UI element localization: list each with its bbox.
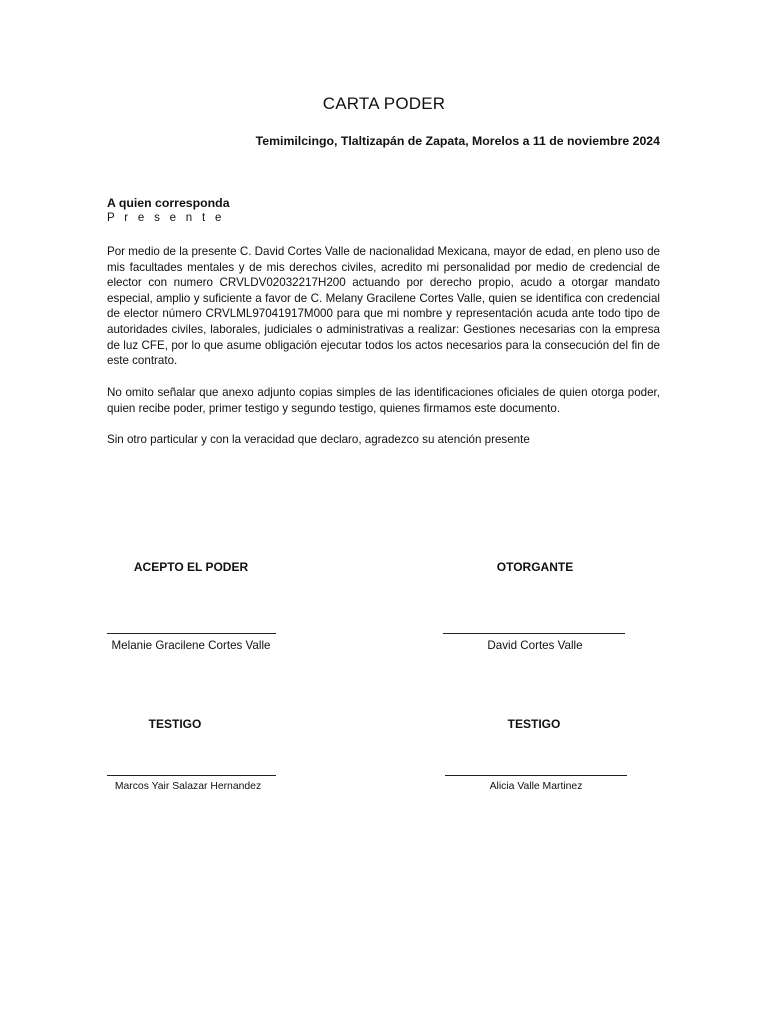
place-date: Temimilcingo, Tlaltizapán de Zapata, Morelos a 11 de noviembre 2024 (255, 134, 660, 148)
witness2-name: Alicia Valle Martinez (489, 781, 583, 792)
witness1-heading: TESTIGO (148, 717, 202, 731)
body-paragraph-attachments: No omito señalar que anexo adjunto copias simples de las identificaciones oficiales de quien otorga poder, quien recibe poder, primer testigo y segundo testigo, quienes firmamos este documento. (107, 386, 660, 415)
addressee: A quien corresponda (107, 196, 230, 210)
grantor-heading: OTORGANTE (496, 560, 574, 574)
witness1-name: Marcos Yair Salazar Hernandez (114, 781, 262, 792)
body-paragraph-closing: Sin otro particular y con la veracidad que declaro, agradezco su atención presente (107, 433, 530, 446)
witness2-heading: TESTIGO (507, 717, 561, 731)
acceptor-signature-line (107, 633, 276, 634)
acceptor-heading: ACEPTO EL PODER (133, 560, 249, 574)
grantor-signature-line (443, 633, 625, 634)
grantor-name: David Cortes Valle (487, 639, 583, 652)
greeting: P r e s e n t e (107, 212, 225, 224)
acceptor-name: Melanie Gracilene Cortes Valle (111, 639, 271, 652)
witness2-signature-line (445, 775, 627, 776)
witness1-signature-line (107, 775, 276, 776)
document-title: CARTA PODER (322, 94, 446, 113)
body-paragraph-mandate: Por medio de la presente C. David Cortes Valle de nacionalidad Mexicana, mayor de edad, en pleno uso de mis facultades mentales y de mis derechos civiles, acredito mi personalidad por medio de credencial de elector con numero CRVLDV02032217H200 actuando por derecho propio, acudo a otorgar mandato especial, amplio y suficiente a favor de C. Melany Gracilene Cortes Valle, quien se identifica con credencial de elector número CRVLML97041917M000 para que mi nombre y representación acuda ante todo tipo de autoridades civiles, laborales, judiciales o administrativas a realizar: Gestiones necesarias con la empresa de luz CFE, por lo que asume obligación ejecutar todos los actos necesarios para la consecución del fin de este contrato. (107, 245, 660, 368)
